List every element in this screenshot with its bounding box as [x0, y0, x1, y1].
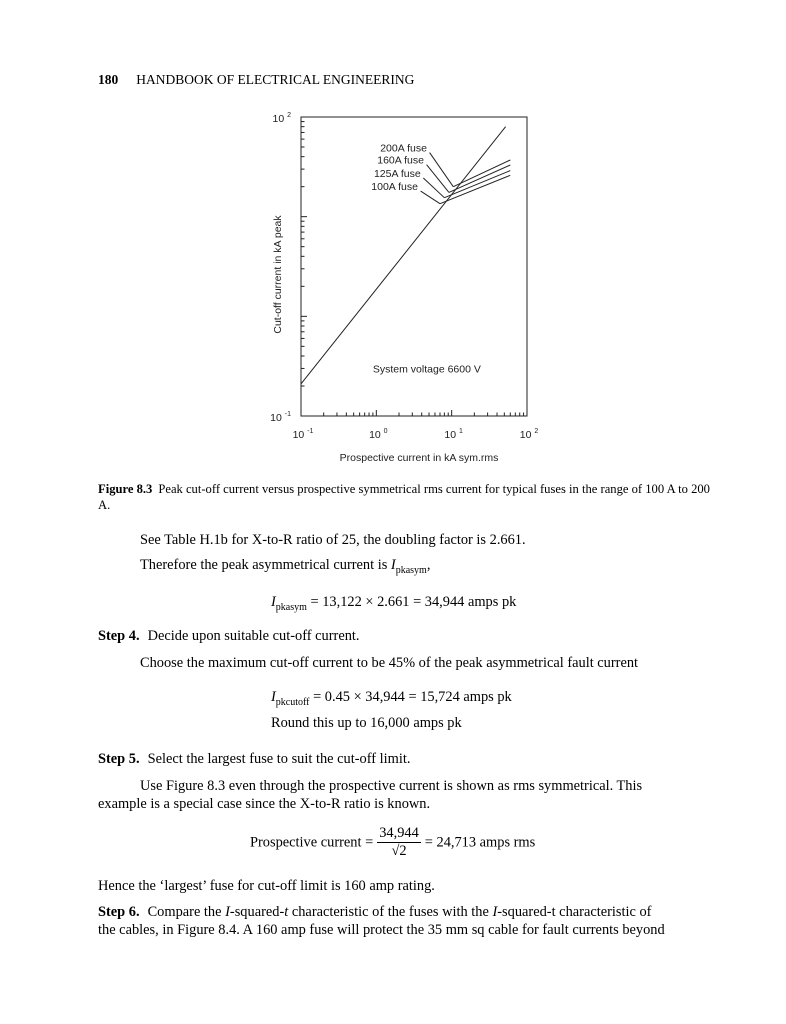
paragraph-doubling-factor: See Table H.1b for X-to-R ratio of 25, the doubling factor is 2.661. — [140, 532, 526, 548]
figure-8-3 — [245, 100, 565, 475]
fuse-leader-line — [430, 153, 454, 187]
p2-text: Therefore the peak asymmetrical current is — [140, 557, 391, 573]
eq3-rhs: = 24,713 amps rms — [424, 834, 536, 851]
step6-symbol-i-1: I — [225, 904, 230, 920]
p2-tail: , — [426, 557, 431, 573]
eq2-symbol: I — [271, 689, 276, 705]
eq3-denominator: √2 — [391, 843, 407, 859]
paragraph-use-figure-line1: Use Figure 8.3 even through the prospective current is shown as rms symmetrical. This — [140, 778, 643, 794]
series-line — [444, 171, 510, 198]
fuse-label: 125A fuse — [373, 168, 421, 181]
step6-symbol-t: t — [284, 904, 289, 920]
x-tick-label: 10 $^0$ — [369, 428, 388, 441]
step5-text: Select the largest fuse to suit the cut-off limit. — [147, 751, 411, 767]
fuse-label: 100A fuse — [371, 181, 419, 194]
fuse-leader-line — [427, 165, 449, 193]
fuse-label: 160A fuse — [377, 154, 424, 167]
step6-t4: -squared-t characteristic of — [497, 904, 652, 920]
page-number: 180 — [98, 72, 119, 87]
x-tick-label: 10 $^2$ — [519, 428, 539, 441]
step-4 — [98, 627, 360, 645]
running-header — [98, 72, 414, 88]
eq2-rhs: = 0.45 × 34,944 = 15,724 amps pk — [309, 689, 512, 705]
x-tick-label: 10 $^1$ — [444, 428, 463, 441]
paragraph-round-up: Round this up to 16,000 amps pk — [271, 715, 462, 731]
series-line — [440, 175, 510, 203]
eq1-rhs: = 13,122 × 2.661 = 34,944 amps pk — [306, 594, 517, 610]
step6-t2: -squared- — [229, 904, 285, 920]
paragraph-cables: the cables, in Figure 8.4. A 160 amp fuse will protect the 35 mm sq cable for fault currents beyond — [98, 922, 665, 938]
eq1-symbol: I — [271, 594, 276, 610]
paragraph-peak-asym — [140, 556, 430, 576]
step6-t3: characteristic of the fuses with the — [288, 904, 493, 920]
equation-pkasym — [271, 593, 516, 613]
caption-label: Figure 8.3 — [98, 482, 153, 496]
symbol-i: I — [390, 557, 396, 573]
eq3-numerator: 34,944 — [379, 825, 419, 841]
step4-text: Decide upon suitable cut-off current. — [147, 628, 360, 644]
figure-caption — [98, 481, 718, 513]
paragraph-use-figure-line2: example is a special case since the X-to-R ratio is known. — [98, 796, 431, 812]
eq2-subscript: pkcutoff — [275, 697, 310, 708]
step6-t1: Compare the — [147, 904, 226, 920]
step4-label: Step 4. — [98, 628, 140, 644]
fuse-leader-line — [421, 191, 440, 204]
system-voltage-annotation: System voltage 6600 V — [372, 363, 481, 376]
caption-text: Peak cut-off current versus prospective symmetrical rms current for typical fuses in the range of 100 A to 200 A. — [98, 482, 710, 512]
y-tick-label: 10 $^{-1}$ — [270, 411, 291, 424]
step-5 — [98, 750, 410, 768]
paragraph-largest-fuse: Hence the ‘largest’ fuse for cut-off limit is 160 amp rating. — [98, 878, 435, 894]
paragraph-max-cutoff: Choose the maximum cut-off current to be 45% of the peak asymmetrical fault current — [140, 655, 639, 671]
running-title: HANDBOOK OF ELECTRICAL ENGINEERING — [136, 72, 415, 87]
x-axis-label: Prospective current in kA sym.rms — [339, 452, 499, 464]
eq3-fraction — [377, 825, 421, 860]
eq3-lhs: Prospective current = — [250, 834, 374, 851]
eq1-subscript: pkasym — [275, 602, 307, 613]
equation-pkcutoff — [271, 688, 512, 708]
equation-prospective — [250, 825, 535, 860]
step6-symbol-i-2: I — [492, 904, 498, 920]
step5-label: Step 5. — [98, 751, 140, 767]
subscript-pkasym: pkasym — [395, 565, 427, 576]
step-6 — [98, 903, 651, 921]
step6-label: Step 6. — [98, 904, 140, 920]
fuse-label: 200A fuse — [380, 142, 427, 155]
y-tick-label: 10 $^2$ — [272, 112, 291, 125]
y-axis-label: Cut-off current in kA peak — [272, 215, 284, 334]
cutoff-current-chart — [245, 100, 565, 475]
x-tick-label: 10 $^{-1}$ — [292, 428, 314, 441]
